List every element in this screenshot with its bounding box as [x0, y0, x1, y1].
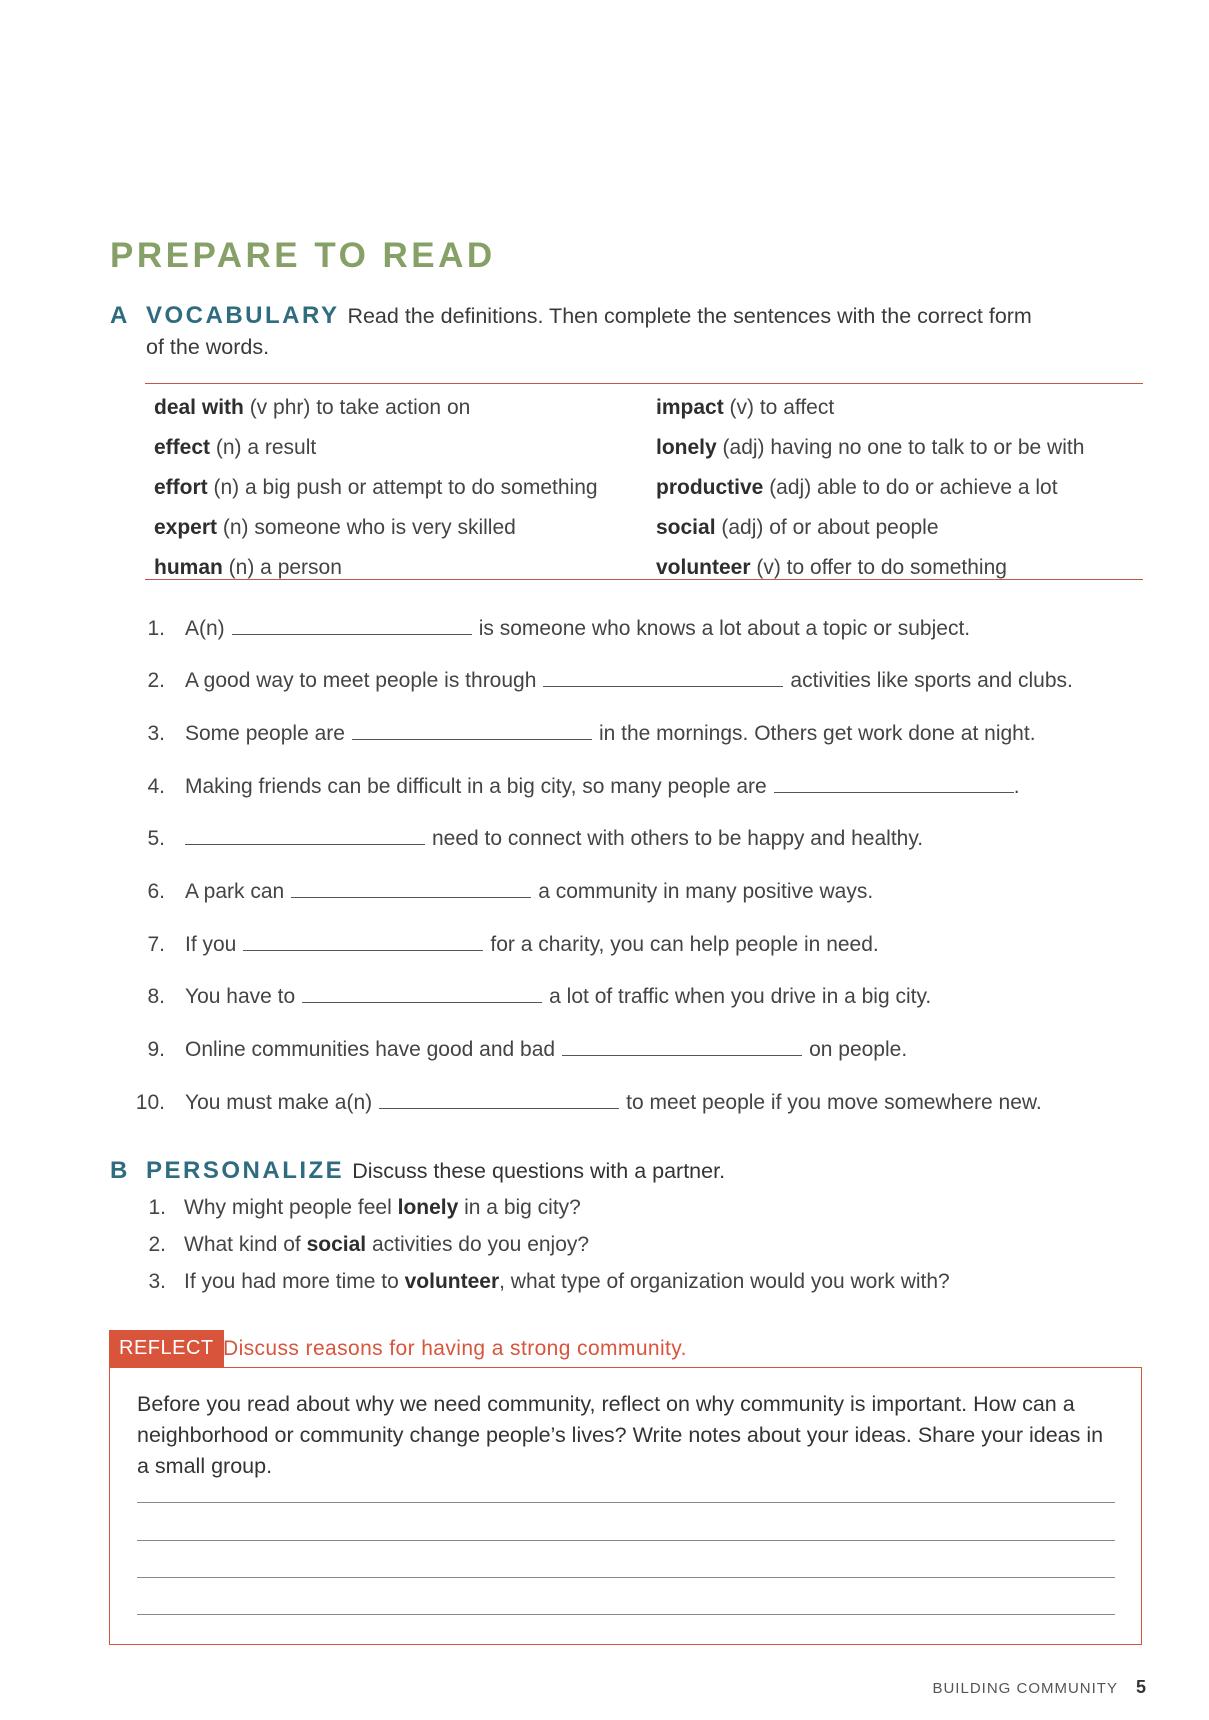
question-text-before: Making friends can be difficult in a big city, so many people are — [185, 775, 767, 798]
vocab-word: impact — [656, 396, 724, 419]
section-a-instruction-cont: of the words. — [146, 335, 270, 359]
vocab-definition: (v) to offer to do something — [750, 556, 1007, 579]
vocab-entry — [154, 388, 598, 428]
question-row — [135, 1087, 1135, 1119]
question-text-after: in a big city? — [458, 1196, 581, 1219]
vocab-word: effort — [154, 476, 208, 499]
question-row — [135, 718, 1135, 750]
personalize-question — [148, 1193, 581, 1223]
question-row — [135, 876, 1135, 908]
question-number: 2. — [147, 669, 165, 692]
question-text-after: in the mornings. Others get work done at night. — [598, 722, 1036, 745]
section-a-title: VOCABULARY — [146, 302, 340, 329]
question-keyword: social — [306, 1233, 367, 1256]
question-text-after: a community in many positive ways. — [538, 880, 874, 903]
question-row — [135, 823, 1135, 855]
question-number: 2. — [148, 1233, 166, 1256]
answer-blank[interactable] — [232, 614, 472, 635]
vocab-definition: (v) to affect — [723, 396, 835, 419]
question-text-after: on people. — [809, 1038, 908, 1061]
question-text-before: If you had more time to — [184, 1270, 405, 1293]
question-text-before: Online communities have good and bad — [185, 1038, 556, 1061]
vocab-entry — [154, 428, 598, 468]
answer-blank[interactable] — [243, 930, 483, 951]
vocab-entry — [154, 508, 598, 548]
vocab-definition: (n) someone who is very skilled — [217, 516, 516, 539]
question-row — [135, 981, 1135, 1013]
answer-blank[interactable] — [352, 719, 592, 740]
question-number: 6. — [147, 880, 165, 903]
question-row — [135, 929, 1135, 961]
vocab-word: deal with — [154, 396, 244, 419]
question-text-before: Some people are — [185, 722, 345, 745]
vocabulary-box — [145, 383, 1143, 580]
question-number: 7. — [147, 933, 165, 956]
question-text-after: activities like sports and clubs. — [790, 669, 1073, 692]
question-text-after: . — [1013, 775, 1020, 798]
vocab-definition: (n) a person — [222, 556, 342, 579]
answer-blank[interactable] — [185, 824, 425, 845]
page-title: PREPARE TO READ — [110, 236, 496, 275]
question-number: 5. — [147, 827, 165, 850]
writing-line[interactable] — [137, 1502, 1115, 1503]
page-footer — [932, 1677, 1146, 1698]
vocab-entry — [656, 508, 1084, 548]
reflect-box — [109, 1367, 1142, 1645]
section-a-instruction: Read the definitions. Then complete the sentences with the correct form — [347, 304, 1032, 328]
vocab-definition: (n) a result — [210, 436, 317, 459]
section-b-instruction: Discuss these questions with a partner. — [352, 1159, 726, 1183]
question-text-before: If you — [185, 933, 237, 956]
vocabulary-column-right — [656, 388, 1084, 588]
vocabulary-column-left — [154, 388, 598, 588]
vocab-entry — [154, 468, 598, 508]
personalize-question — [148, 1267, 950, 1297]
section-b-title: PERSONALIZE — [146, 1157, 345, 1184]
question-text-after: to meet people if you move somewhere new. — [626, 1091, 1042, 1114]
question-number: 9. — [147, 1038, 165, 1061]
question-row — [135, 665, 1135, 697]
answer-blank[interactable] — [543, 666, 783, 687]
writing-line[interactable] — [137, 1614, 1115, 1615]
question-text-after: for a charity, you can help people in need. — [490, 933, 879, 956]
question-number: 1. — [148, 1196, 166, 1219]
question-number: 3. — [147, 722, 165, 745]
question-text-before: You must make a(n) — [185, 1091, 373, 1114]
vocab-definition: (v phr) to take action on — [243, 396, 471, 419]
section-b-letter: B — [110, 1157, 130, 1184]
vocab-entry — [656, 428, 1084, 468]
reflect-title: Discuss reasons for having a strong community. — [223, 1337, 687, 1360]
vocab-definition: (adj) of or about people — [715, 516, 939, 539]
question-number: 4. — [147, 775, 165, 798]
question-row — [135, 613, 1135, 645]
vocab-word: human — [154, 556, 223, 579]
footer-label: BUILDING COMMUNITY — [932, 1680, 1118, 1697]
reflect-tag: REFLECT — [109, 1330, 224, 1367]
answer-blank[interactable] — [291, 877, 531, 898]
question-text-after: activities do you enjoy? — [366, 1233, 590, 1256]
question-number: 10. — [135, 1091, 165, 1114]
answer-blank[interactable] — [379, 1088, 619, 1109]
reflect-prompt: Before you read about why we need community, reflect on why community is important. How can a neighborhood or community change people’s lives? Write notes about your ideas. Share your ideas in a small group. — [137, 1392, 1104, 1478]
vocab-definition: (n) a big push or attempt to do something — [207, 476, 598, 499]
personalize-question — [148, 1230, 589, 1260]
page-number: 5 — [1135, 1677, 1146, 1697]
question-text-before: You have to — [185, 985, 296, 1008]
section-a-header — [110, 300, 1130, 363]
section-a-letter: A — [110, 302, 130, 329]
question-text-before: A park can — [185, 880, 285, 903]
question-text-before: A(n) — [185, 617, 225, 640]
vocab-word: social — [656, 516, 716, 539]
answer-blank[interactable] — [562, 1035, 802, 1056]
vocab-definition: (adj) able to do or achieve a lot — [763, 476, 1058, 499]
vocab-entry — [656, 548, 1084, 588]
writing-line[interactable] — [137, 1577, 1115, 1578]
question-row — [135, 1034, 1135, 1066]
question-keyword: lonely — [397, 1196, 459, 1219]
question-row — [135, 771, 1135, 803]
vocab-entry — [656, 468, 1084, 508]
question-text-after: is someone who knows a lot about a topic or subject. — [478, 617, 971, 640]
vocab-word: expert — [154, 516, 218, 539]
vocab-word: effect — [154, 436, 211, 459]
section-b-header — [110, 1156, 725, 1186]
vocab-word: volunteer — [656, 556, 751, 579]
vocab-word: lonely — [656, 436, 717, 459]
question-text-before: What kind of — [184, 1233, 307, 1256]
writing-line[interactable] — [137, 1540, 1115, 1541]
question-text-before: A good way to meet people is through — [185, 669, 537, 692]
question-text-after: need to connect with others to be happy and healthy. — [432, 827, 924, 850]
vocab-entry — [154, 548, 598, 588]
vocab-word: productive — [656, 476, 764, 499]
question-text-before: Why might people feel — [184, 1196, 398, 1219]
answer-blank[interactable] — [302, 982, 542, 1003]
question-text-after: , what type of organization would you work with? — [499, 1270, 950, 1293]
question-keyword: volunteer — [404, 1270, 500, 1293]
question-text-after: a lot of traffic when you drive in a big city. — [549, 985, 932, 1008]
question-number: 3. — [148, 1270, 166, 1293]
vocab-entry — [656, 388, 1084, 428]
vocab-definition: (adj) having no one to talk to or be with — [716, 436, 1085, 459]
answer-blank[interactable] — [774, 772, 1014, 793]
question-number: 1. — [147, 617, 165, 640]
question-number: 8. — [147, 985, 165, 1008]
